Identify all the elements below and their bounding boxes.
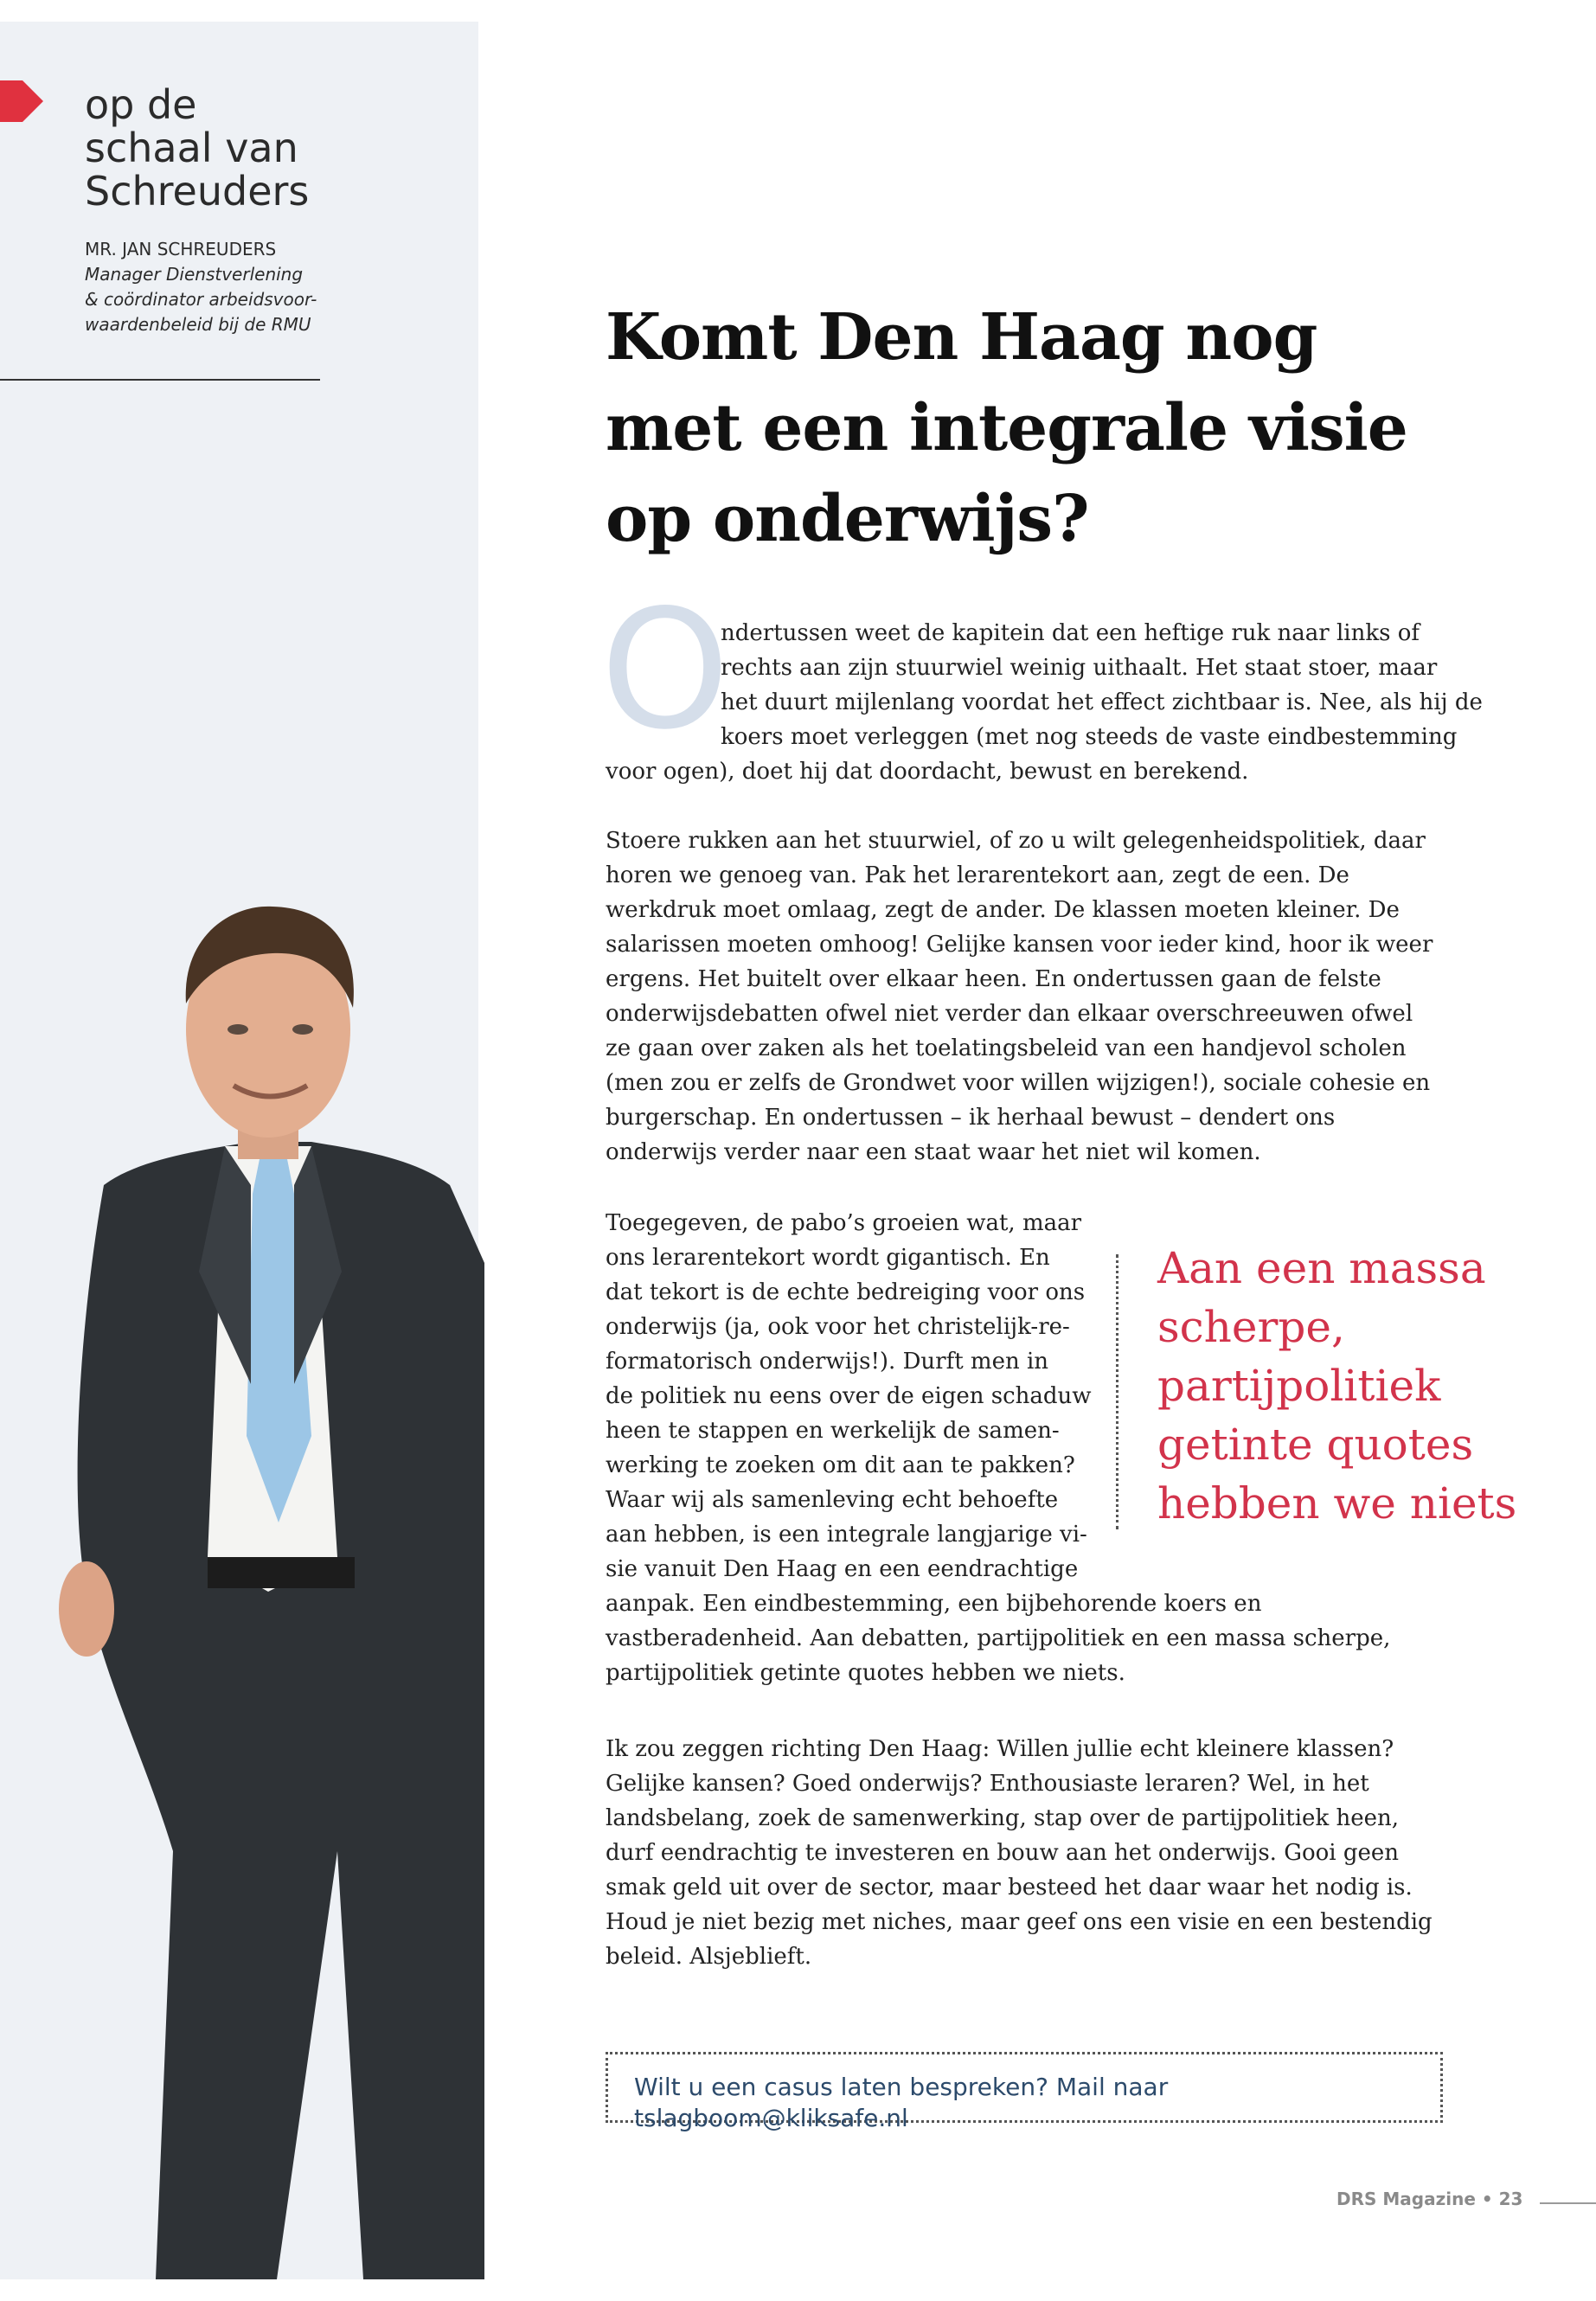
author-photo: [52, 900, 484, 2279]
column-title-line: op de: [85, 81, 197, 128]
narrow-line: Waar wij als samenleving echt behoefte: [606, 1487, 1059, 1513]
paragraph-4: Ik zou zeggen richting Den Haag: Willen jullie echt kleinere klassen? Gelijke kansen? Goed onderwijs? Enthousiaste leraren? Wel, in het landsbelang, zoek de samenwerking, stap over de partijpolitiek heen, durf eendrachtig te investeren en bouw aan het onderwijs. Gooi geen smak geld uit over de sector, maar besteed het daar waar het nodig is. Houd je niet bezig met niches, maar geef ons een visie en een bestendig beleid. Alsjeblieft.: [606, 1736, 1433, 1970]
intro-line: koers moet verleggen (met nog steeds de vaste eindbestemming: [721, 724, 1458, 750]
narrow-line: dat tekort is de echte bedreiging voor ons: [606, 1279, 1086, 1305]
headline-line: met een integrale visie: [606, 391, 1407, 465]
narrow-line: aan hebben, is een integrale langjarige vi-: [606, 1522, 1087, 1548]
narrow-line: formatorisch onderwijs!). Durft men in: [606, 1349, 1049, 1375]
narrow-line: Toegegeven, de pabo’s groeien wat, maar: [606, 1210, 1082, 1236]
intro-line: het duurt mijlenlang voordat het effect zichtbaar is. Nee, als hij de: [721, 689, 1483, 715]
narrow-line: heen te stappen en werkelijk de samen-: [606, 1418, 1060, 1444]
pullquote-line: Aan een massa: [1157, 1243, 1486, 1293]
narrow-line: werking te zoeken om dit aan te pakken?: [606, 1452, 1075, 1478]
intro-line: rechts aan zijn stuurwiel weinig uithaalt. Het staat stoer, maar: [721, 655, 1438, 681]
pullquote-line: hebben we niets: [1157, 1478, 1517, 1529]
narrow-line: ons lerarentekort wordt gigantisch. En: [606, 1245, 1050, 1271]
column-title-line: Schreuders: [85, 168, 310, 215]
pullquote-line: partijpolitiek: [1157, 1361, 1441, 1411]
column-title: [85, 83, 448, 213]
pullquote-divider: [1116, 1254, 1118, 1529]
headline-line: Komt Den Haag nog: [606, 300, 1317, 375]
pullquote-line: scherpe,: [1157, 1302, 1345, 1352]
pull-quote: [1157, 1239, 1538, 1533]
cta-box: [606, 2052, 1443, 2132]
narrow-line: de politiek nu eens over de eigen schaduw: [606, 1383, 1092, 1409]
author-block: [85, 237, 344, 337]
intro-line: voor ogen), doet hij dat doordacht, bewust en berekend.: [606, 759, 1249, 785]
author-role-line: waardenbeleid bij de RMU: [85, 314, 311, 335]
paragraph-3-rest: aanpak. Een eindbestemming, een bijbehorende koers en vastberadenheid. Aan debatten, partijpolitiek en een massa scherpe, partijpolitiek getinte quotes hebben we niets.: [606, 1591, 1391, 1686]
cta-email-link[interactable]: Wilt u een casus laten bespreken? Mail naar tslagboom@kliksafe.nl: [634, 2073, 1169, 2132]
footer-divider: [1540, 2202, 1596, 2204]
pullquote-line: getinte quotes: [1157, 1420, 1474, 1470]
intro-line: ndertussen weet de kapitein dat een heftige ruk naar links of: [721, 620, 1420, 646]
narrow-line: sie vanuit Den Haag en een eendrachtige: [606, 1556, 1079, 1582]
article-headline: [606, 292, 1471, 565]
author-name: MR. JAN SCHREUDERS: [85, 239, 277, 260]
red-tab-icon: [0, 80, 43, 122]
headline-line: op onderwijs?: [606, 482, 1089, 556]
author-role-line: & coördinator arbeidsvoor-: [85, 289, 317, 310]
drop-cap: O: [600, 574, 730, 766]
narrow-line: onderwijs (ja, ook voor het christelijk-re-: [606, 1314, 1070, 1340]
author-role-line: Manager Dienstverlening: [85, 264, 304, 285]
page-footer: DRS Magazine • 23: [1336, 2189, 1523, 2209]
author-divider: [0, 379, 320, 381]
column-title-line: schaal van: [85, 125, 298, 171]
paragraph-2: Stoere rukken aan het stuurwiel, of zo u wilt gelegenheidspolitiek, daar horen we genoeg van. Pak het lerarentekort aan, zegt de een. De werkdruk moet omlaag, zegt de ander. De klassen moeten kleiner. De salarissen moeten omhoog! Gelijke kansen voor ieder kind, hoor ik weer ergens. Het buitelt over elkaar heen. En ondertussen gaan de felste onderwijsdebatten ofwel niet verder dan elkaar overschreeuwen ofwel ze gaan over zaken als het toelatingsbeleid van een handjevol scholen (men zou er zelfs de Grondwet voor willen wijzigen!), sociale cohesie en burgerschap. En ondertussen – ik herhaal bewust – dendert ons onderwijs verder naar een staat waar het niet wil komen.: [606, 828, 1433, 1165]
